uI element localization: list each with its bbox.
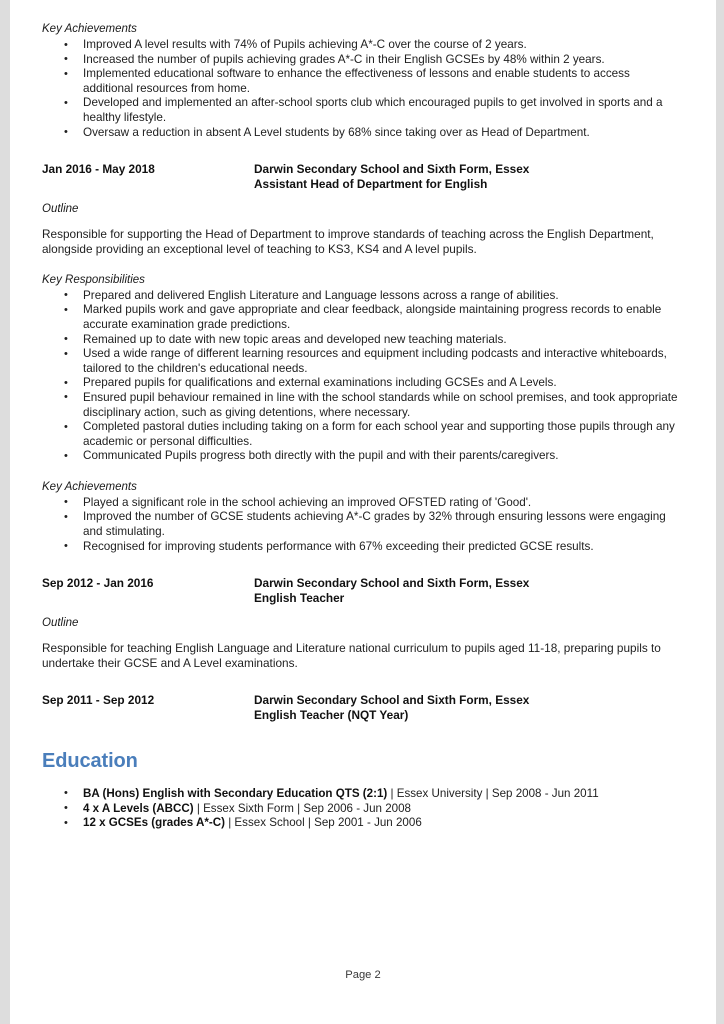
list-item: • Implemented educational software to enhance the effectiveness of lessons and enable students to access additional resources from home. bbox=[42, 67, 682, 96]
job-role: English Teacher bbox=[254, 591, 345, 606]
spacer bbox=[42, 723, 682, 749]
spacer bbox=[42, 192, 682, 202]
job-organisation: Darwin Secondary School and Sixth Form, Essex bbox=[254, 692, 530, 707]
spacer bbox=[42, 554, 682, 576]
education-details: | Essex Sixth Form | Sep 2006 - Jun 2008 bbox=[193, 801, 412, 815]
list-item bbox=[42, 816, 682, 831]
list-item: • Recognised for improving students performance with 67% exceeding their predicted GCSE results. bbox=[42, 540, 682, 555]
key-achievements-heading-2: Key Achievements bbox=[42, 480, 137, 493]
key-achievements-heading-1: Key Achievements bbox=[42, 23, 137, 35]
spacer bbox=[42, 257, 682, 273]
list-item bbox=[42, 802, 682, 817]
education-qualification: 12 x GCSEs (grades A*-C) bbox=[83, 816, 225, 830]
list-item: • Remained up to date with new topic areas and developed new teaching materials. bbox=[42, 333, 682, 348]
list-item: • Improved the number of GCSE students achieving A*-C grades by 32% through ensuring lessons were engaging and stimulating. bbox=[42, 510, 682, 539]
list-item: • Used a wide range of different learning resources and equipment including podcasts and interactive whiteboards, tailored to the children's educational needs. bbox=[42, 347, 682, 376]
spacer bbox=[42, 773, 682, 787]
list-item bbox=[42, 787, 682, 802]
resume-page bbox=[10, 0, 716, 1024]
list-item: • Improved A level results with 74% of Pupils achieving A*-C over the course of 2 years. bbox=[42, 38, 682, 53]
job-header-english-teacher bbox=[42, 576, 682, 606]
education-details: | Essex University | Sep 2008 - Jun 2011 bbox=[387, 786, 599, 800]
job-organisation: Darwin Secondary School and Sixth Form, Essex bbox=[254, 162, 530, 177]
outline-label: Outline bbox=[42, 617, 79, 630]
outline-text: Responsible for teaching English Language and Literature national curriculum to pupils aged 11-18, preparing pupils to undertake their GCSE and A Level examinations. bbox=[42, 641, 661, 671]
spacer bbox=[42, 631, 682, 641]
page-title-education: Education bbox=[42, 749, 138, 772]
education-qualification: BA (Hons) English with Secondary Education QTS (2:1) bbox=[83, 786, 388, 800]
spacer bbox=[42, 671, 682, 693]
spacer bbox=[42, 217, 682, 227]
job-dates: Sep 2012 - Jan 2016 bbox=[42, 576, 154, 591]
key-responsibilities-list bbox=[42, 289, 682, 464]
job-org-role bbox=[254, 693, 682, 723]
list-item: • Marked pupils work and gave appropriate and clear feedback, alongside maintaining progress records to enable accurate examination grade predictions. bbox=[42, 303, 682, 332]
list-item: • Played a significant role in the school achieving an improved OFSTED rating of 'Good'. bbox=[42, 496, 682, 511]
list-item: • Oversaw a reduction in absent A Level students by 68% since taking over as Head of Department. bbox=[42, 126, 682, 141]
list-item: • Prepared pupils for qualifications and external examinations including GCSEs and A Levels. bbox=[42, 376, 682, 391]
job-org-role bbox=[254, 162, 682, 192]
divider-space bbox=[42, 140, 682, 162]
list-item: • Developed and implemented an after-school sports club which encouraged pupils to get involved in sports and a healthy lifestyle. bbox=[42, 96, 682, 125]
education-qualification: 4 x A Levels (ABCC) bbox=[83, 801, 194, 815]
list-item: • Completed pastoral duties including taking on a form for each school year and supporting those pupils through any academic or personal difficulties. bbox=[42, 420, 682, 449]
job-role: English Teacher (NQT Year) bbox=[254, 707, 409, 722]
job-dates: Jan 2016 - May 2018 bbox=[42, 162, 155, 177]
list-item: • Prepared and delivered English Literature and Language lessons across a range of abilities. bbox=[42, 289, 682, 304]
list-item: • Communicated Pupils progress both directly with the pupil and with their parents/caregivers. bbox=[42, 449, 682, 464]
job-dates: Sep 2011 - Sep 2012 bbox=[42, 692, 155, 707]
spacer bbox=[42, 464, 682, 480]
outline-text: Responsible for supporting the Head of Department to improve standards of teaching across the English Department, alongside providing an exceptional level of teaching to KS3, KS4 and A level pupils. bbox=[42, 227, 654, 256]
job-org-role bbox=[254, 576, 682, 606]
list-item: • Increased the number of pupils achieving grades A*-C in their English GCSEs by 48% within 2 years. bbox=[42, 53, 682, 68]
education-details: | Essex School | Sep 2001 - Jun 2006 bbox=[224, 816, 422, 830]
key-achievements-list-2 bbox=[42, 496, 682, 554]
job-header-nqt bbox=[42, 693, 682, 723]
job-role: Assistant Head of Department for English bbox=[254, 177, 488, 192]
key-responsibilities-heading: Key Responsibilities bbox=[42, 273, 145, 286]
key-achievements-list-1 bbox=[42, 38, 682, 140]
page-content bbox=[42, 22, 682, 831]
education-list bbox=[42, 787, 682, 831]
list-item: • Ensured pupil behaviour remained in line with the school standards while on school premises, and took appropriate disciplinary action, such as giving detentions, where necessary. bbox=[42, 391, 682, 420]
job-organisation: Darwin Secondary School and Sixth Form, Essex bbox=[254, 576, 530, 591]
job-header-assistant-head bbox=[42, 162, 682, 192]
outline-label: Outline bbox=[42, 203, 79, 216]
page-footer: Page 2 bbox=[345, 969, 381, 981]
spacer bbox=[42, 606, 682, 616]
